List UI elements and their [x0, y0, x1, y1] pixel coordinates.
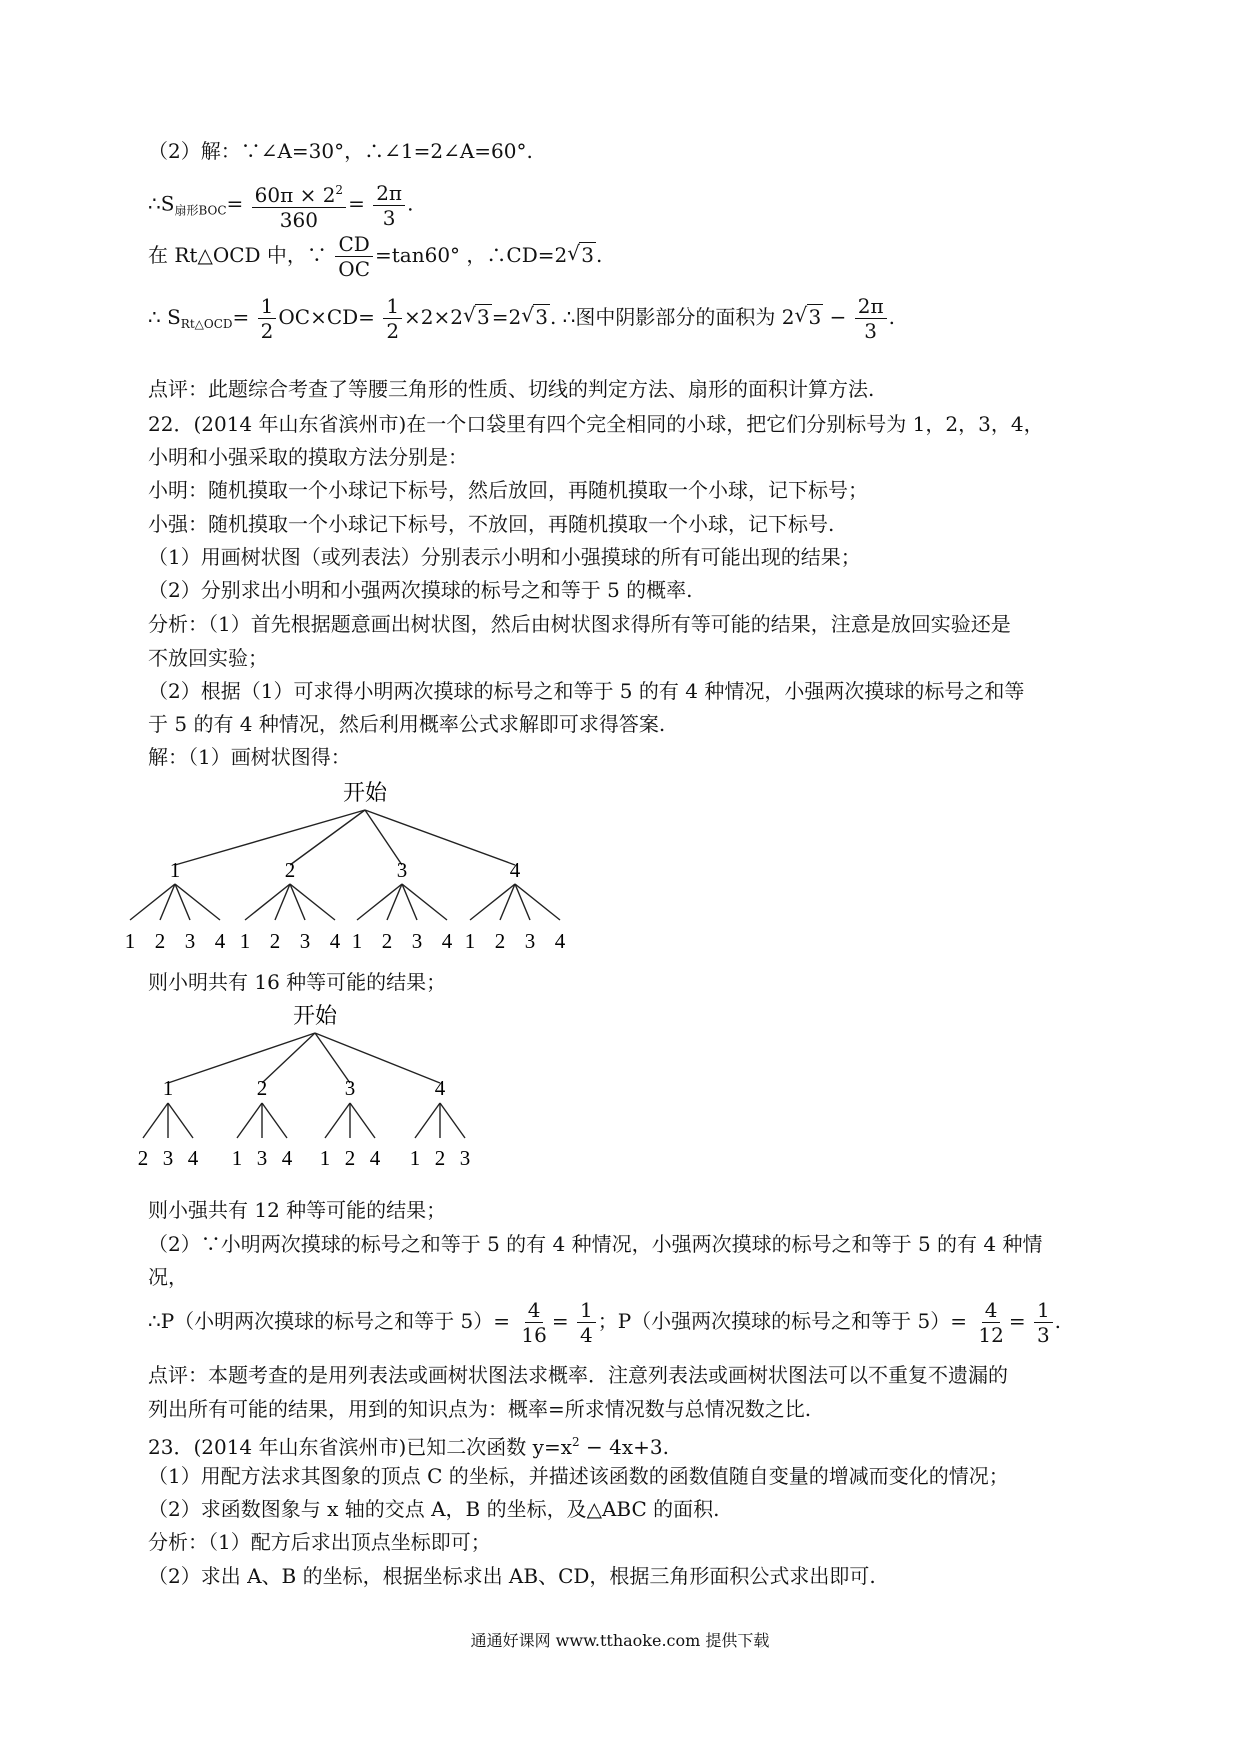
sqrt-symbol: √ 3: [794, 303, 822, 329]
tree-node-level1: 3: [344, 1076, 356, 1100]
text-line: 不放回实验；: [148, 646, 268, 670]
text-line: 于 5 的有 4 种情况，然后利用概率公式求解即可求得答案.: [148, 712, 666, 736]
tree-root-label: 开始: [292, 1004, 338, 1029]
tree-node-level2: 1: [231, 1146, 243, 1170]
fraction: $\frac{4}{12}$: [978, 1298, 1004, 1347]
tree-node-level2: 2: [434, 1146, 446, 1170]
tree-node-level1: 4: [509, 858, 521, 882]
tree-node-level2: 4: [214, 929, 226, 953]
tree-node-level2: 4: [554, 929, 566, 953]
tree-node-level2: 2: [269, 929, 281, 953]
tree-node-level2: 2: [381, 929, 393, 953]
tree-node-level1: 2: [284, 858, 296, 882]
tree-diagram-xiaoming: [124, 770, 650, 970]
text-line: 小强：随机摸取一个小球记下标号，不放回，再随机摸取一个小球，记下标号.: [148, 512, 835, 536]
text-line: （2）求函数图象与 x 轴的交点 A，B 的坐标，及△ABC 的面积.: [148, 1497, 720, 1521]
fraction: $\frac{4}{16}$: [521, 1298, 547, 1347]
tree-root-label: 开始: [342, 781, 388, 806]
tree-branch: [237, 1103, 262, 1138]
text-line: （2）∵小明两次摸球的标号之和等于 5 的有 4 种情况，小强两次摸球的标号之和等于 5 的有 4 种情: [148, 1232, 1043, 1256]
tree-node-level2: 1: [239, 929, 251, 953]
fraction: $\frac{1}{2}$: [383, 294, 402, 343]
tree-node-level2: 4: [441, 929, 453, 953]
tree-branch: [290, 810, 365, 865]
solution-line: 解：（1）画树状图得：: [148, 745, 351, 769]
tree-branch: [365, 810, 402, 865]
tree-branch: [440, 1103, 465, 1138]
text-line: 小明和小强采取的摸取方法分别是：: [148, 445, 468, 469]
tree-branch: [365, 810, 515, 865]
fraction: $\frac{2\pi}{3}$: [855, 294, 887, 343]
tree-node-level2: 2: [494, 929, 506, 953]
fraction: $\frac{CD}{OC}$: [335, 232, 373, 281]
text-line: （2）求出 A、B 的坐标，根据坐标求出 AB、CD，根据三角形面积公式求出即可.: [148, 1564, 876, 1588]
tree-node-level2: 3: [524, 929, 536, 953]
question-title: 22．(2014 年山东省滨州市)在一个口袋里有四个完全相同的小球，把它们分别标号为 1，2，3，4，: [148, 412, 1044, 436]
tree-branch: [415, 1103, 440, 1138]
tree-node-level2: 3: [256, 1146, 268, 1170]
tree-node-level2: 1: [319, 1146, 331, 1170]
tree-node-level2: 3: [162, 1146, 174, 1170]
tree-node-level1: 2: [256, 1076, 268, 1100]
tree-node-level1: 4: [434, 1076, 446, 1100]
tree-node-level1: 3: [396, 858, 408, 882]
fraction: $\frac{60\pi \times 2^2}{360}$: [252, 178, 346, 232]
tree-node-level2: 1: [124, 929, 136, 953]
tree-branch: [168, 1033, 315, 1083]
text-line: （2）分别求出小明和小强两次摸球的标号之和等于 5 的概率.: [148, 578, 693, 602]
tree-node-level2: 1: [464, 929, 476, 953]
text-line: 则小强共有 12 种等可能的结果；: [148, 1198, 447, 1222]
fraction: $\frac{2\pi}{3}$: [373, 181, 405, 230]
tree-node-level2: 2: [154, 929, 166, 953]
fraction: $\frac{1}{2}$: [258, 294, 277, 343]
tree-branch: [175, 810, 365, 865]
tree-node-level2: 1: [409, 1146, 421, 1170]
tree-node-level2: 4: [369, 1146, 381, 1170]
formula-sector-area: $\therefore S_{扇形BOC}=$ $\frac{60\pi \times 2^2}{360}$ = $\frac{2\pi}{3}$ .: [148, 178, 413, 232]
tree-branch: [168, 1103, 193, 1138]
text-line: 小明：随机摸取一个小球记下标号，然后放回，再随机摸取一个小球，记下标号；: [148, 478, 868, 502]
comment-line: 点评：此题综合考查了等腰三角形的性质、切线的判定方法、扇形的面积计算方法.: [148, 377, 875, 401]
tree-branch: [325, 1103, 350, 1138]
text-line: 则小明共有 16 种等可能的结果；: [148, 970, 447, 994]
tree-node-level2: 4: [281, 1146, 293, 1170]
tree-node-level2: 4: [187, 1146, 199, 1170]
formula-tan: 在 Rt△OCD 中，∵ $\frac{CD}{OC}$ =tan60° ，∴CD=2 √ 3 .: [148, 232, 603, 281]
tree-branch: [262, 1033, 315, 1083]
comment-line: 点评：本题考查的是用列表法或画树状图法求概率．注意列表法或画树状图法可以不重复不遗漏的: [148, 1363, 1008, 1387]
tree-node-level2: 2: [137, 1146, 149, 1170]
sqrt-symbol: √ 3: [521, 303, 548, 329]
formula-triangle-area: ∴ $S_{Rt\triangle OCD}=$ $\frac{1}{2}$ OC×CD= $\frac{1}{2}$ ×2×2 √ 3 =2 √ 3 . ∴图中阴影部分的面积为 2 √ 3 − $\frac{2\pi}{3}$ .: [148, 294, 895, 343]
tree-node-level2: 3: [459, 1146, 471, 1170]
analysis-line: 分析：（1）配方后求出顶点坐标即可；: [148, 1530, 491, 1554]
tree-node-level1: 1: [169, 858, 181, 882]
fraction: $\frac{1}{3}$: [1034, 1298, 1053, 1347]
tree-node-level2: 3: [184, 929, 196, 953]
tree-node-level1: 1: [162, 1076, 174, 1100]
sqrt-symbol: √ 3: [463, 303, 490, 329]
text-line: （1）用画树状图（或列表法）分别表示小明和小强摸球的所有可能出现的结果；: [148, 545, 861, 569]
tree-branch: [262, 1103, 287, 1138]
text-line: 况，: [148, 1265, 188, 1289]
tree-branch: [143, 1103, 168, 1138]
tree-branch: [315, 1033, 440, 1083]
text-line: （2）解：∵∠A=30°，∴∠1=2∠A=60°.: [148, 139, 533, 163]
text-line: （2）根据（1）可求得小明两次摸球的标号之和等于 5 的有 4 种情况，小强两次摸球的标号之和等: [148, 679, 1025, 703]
analysis-line: 分析：（1）首先根据题意画出树状图，然后由树状图求得所有等可能的结果，注意是放回实验还是: [148, 612, 1011, 636]
formula-probability: ∴P（小明两次摸球的标号之和等于 5）= $\frac{4}{16}$ = $\frac{1}{4}$ ；P（小强两次摸球的标号之和等于 5）= $\frac{4}{12}$ = $\frac{1}{3}$ .: [148, 1298, 1062, 1347]
page-footer: 通通好课网 www.tthaoke.com 提供下载: [470, 1631, 770, 1650]
tree-node-level2: 3: [299, 929, 311, 953]
tree-diagram-xiaoqiang: [130, 995, 550, 1195]
text-line: 列出所有可能的结果，用到的知识点为：概率=所求情况数与总情况数之比.: [148, 1397, 812, 1421]
tree-node-level2: 1: [351, 929, 363, 953]
text-line: （1）用配方法求其图象的顶点 C 的坐标，并描述该函数的函数值随自变量的增减而变化的情况；: [148, 1464, 1009, 1488]
sqrt-symbol: √ 3: [567, 241, 594, 267]
tree-node-level2: 3: [411, 929, 423, 953]
fraction: $\frac{1}{4}$: [577, 1298, 596, 1347]
tree-node-level2: 4: [329, 929, 341, 953]
tree-node-level2: 2: [344, 1146, 356, 1170]
question-title: 23．(2014 年山东省滨州市)已知二次函数 $y=x^2 - 4x+3$.: [148, 1435, 669, 1459]
tree-branch: [350, 1103, 375, 1138]
